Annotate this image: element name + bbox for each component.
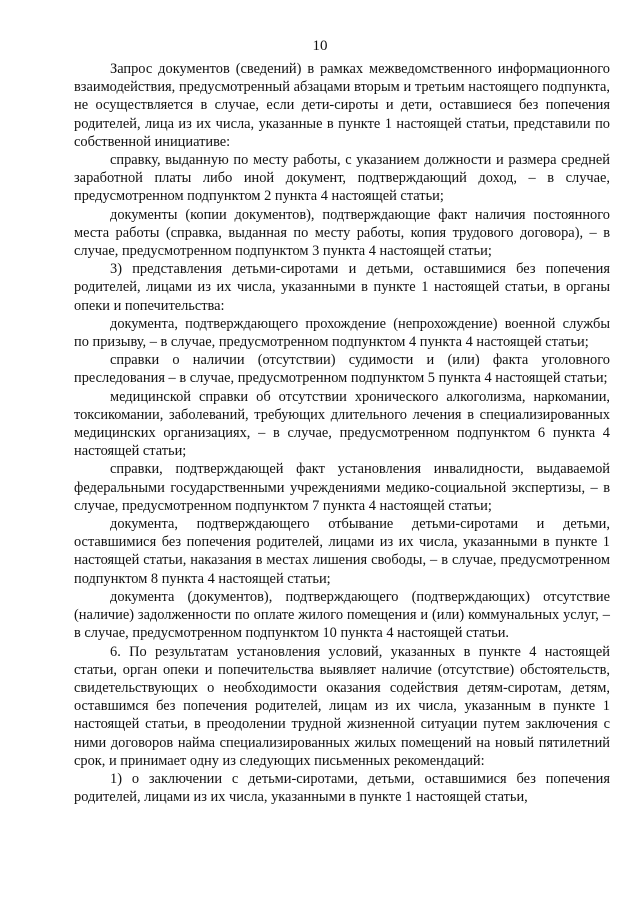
paragraph: справку, выданную по месту работы, с указанием должности и размера средней заработной платы либо иной документ, подтверждающий доход, – в случае, предусмотренном подпунктом 2 пункта 4 настоящей статьи; <box>74 152 610 205</box>
paragraph: 3) представления детьми-сиротами и детьми, оставшимися без попечения родителей, лицами из их числа, указанными в пункте 1 настоящей статьи, в органы опеки и попечительства: <box>74 261 610 314</box>
paragraph: документа, подтверждающего отбывание детьми-сиротами и детьми, оставшимися без попечения родителей, лицами из их числа, указанными в пункте 1 настоящей статьи, наказания в местах лишения свободы, – в случае, предусмотренном подпунктом 8 пункта 4 настоящей статьи; <box>74 516 610 587</box>
paragraph: медицинской справки об отсутствии хронического алкоголизма, наркомании, токсикомании, заболеваний, требующих длительного лечения в специализированных медицинских организациях, – в случае, предусмотренном подпунктом 6 пункта 4 настоящей статьи; <box>74 388 610 460</box>
paragraph: справки, подтверждающей факт установления инвалидности, выдаваемой федеральными государственными учреждениями медико-социальной экспертизы, – в случае, предусмотренном подпунктом 7 пункта 4 настоящей статьи; <box>74 461 610 514</box>
paragraph: 6. По результатам установления условий, указанных в пункте 4 настоящей статьи, орган опеки и попечительства выявляет наличие (отсутствие) обстоятельств, свидетельствующих о необходимости оказания содействия детям-сиротам, детям, оставшимся без попечения родителей, лицам из их числа, указанным в пункте 1 настоящей статьи, в преодолении трудной жизненной ситуации путем заключения с ними договоров найма специализированных жилых помещений на новый пятилетний срок, и принимает одну из следующих письменных рекомендаций: <box>74 643 610 769</box>
paragraph: документа (документов), подтверждающего (подтверждающих) отсутствие (наличие) задолженности по оплате жилого помещения и (или) коммунальных услуг, – в случае, предусмотренном подпунктом 10 пункта 4 настоящей статьи. <box>74 588 610 642</box>
paragraph: справки о наличии (отсутствии) судимости и (или) факта уголовного преследования – в случае, предусмотренном подпунктом 5 пункта 4 настоящей статьи; <box>74 352 610 387</box>
paragraph: документы (копии документов), подтверждающие факт наличия постоянного места работы (справка, выданная по месту работы, копия трудового договора), – в случае, предусмотренном подпунктом 3 пункта 4 настоящей статьи; <box>74 206 610 260</box>
document-body <box>74 60 610 806</box>
paragraph: 1) о заключении с детьми-сиротами, детьми, оставшимися без попечения родителей, лицами из их числа, указанными в пункте 1 настоящей статьи, <box>74 770 610 806</box>
paragraph: Запрос документов (сведений) в рамках межведомственного информационного взаимодействия, предусмотренный абзацами вторым и третьим настоящего подпункта, не осуществляется в случае, если дети-сироты и дети, оставшиеся без попечения родителей, лица из их числа, указанные в пункте 1 настоящей статьи, представили по собственной инициативе: <box>74 61 610 150</box>
page-number: 10 <box>312 38 328 54</box>
paragraph: документа, подтверждающего прохождение (непрохождение) военной службы по призыву, – в случае, предусмотренном подпунктом 4 пункта 4 настоящей статьи; <box>74 315 610 351</box>
